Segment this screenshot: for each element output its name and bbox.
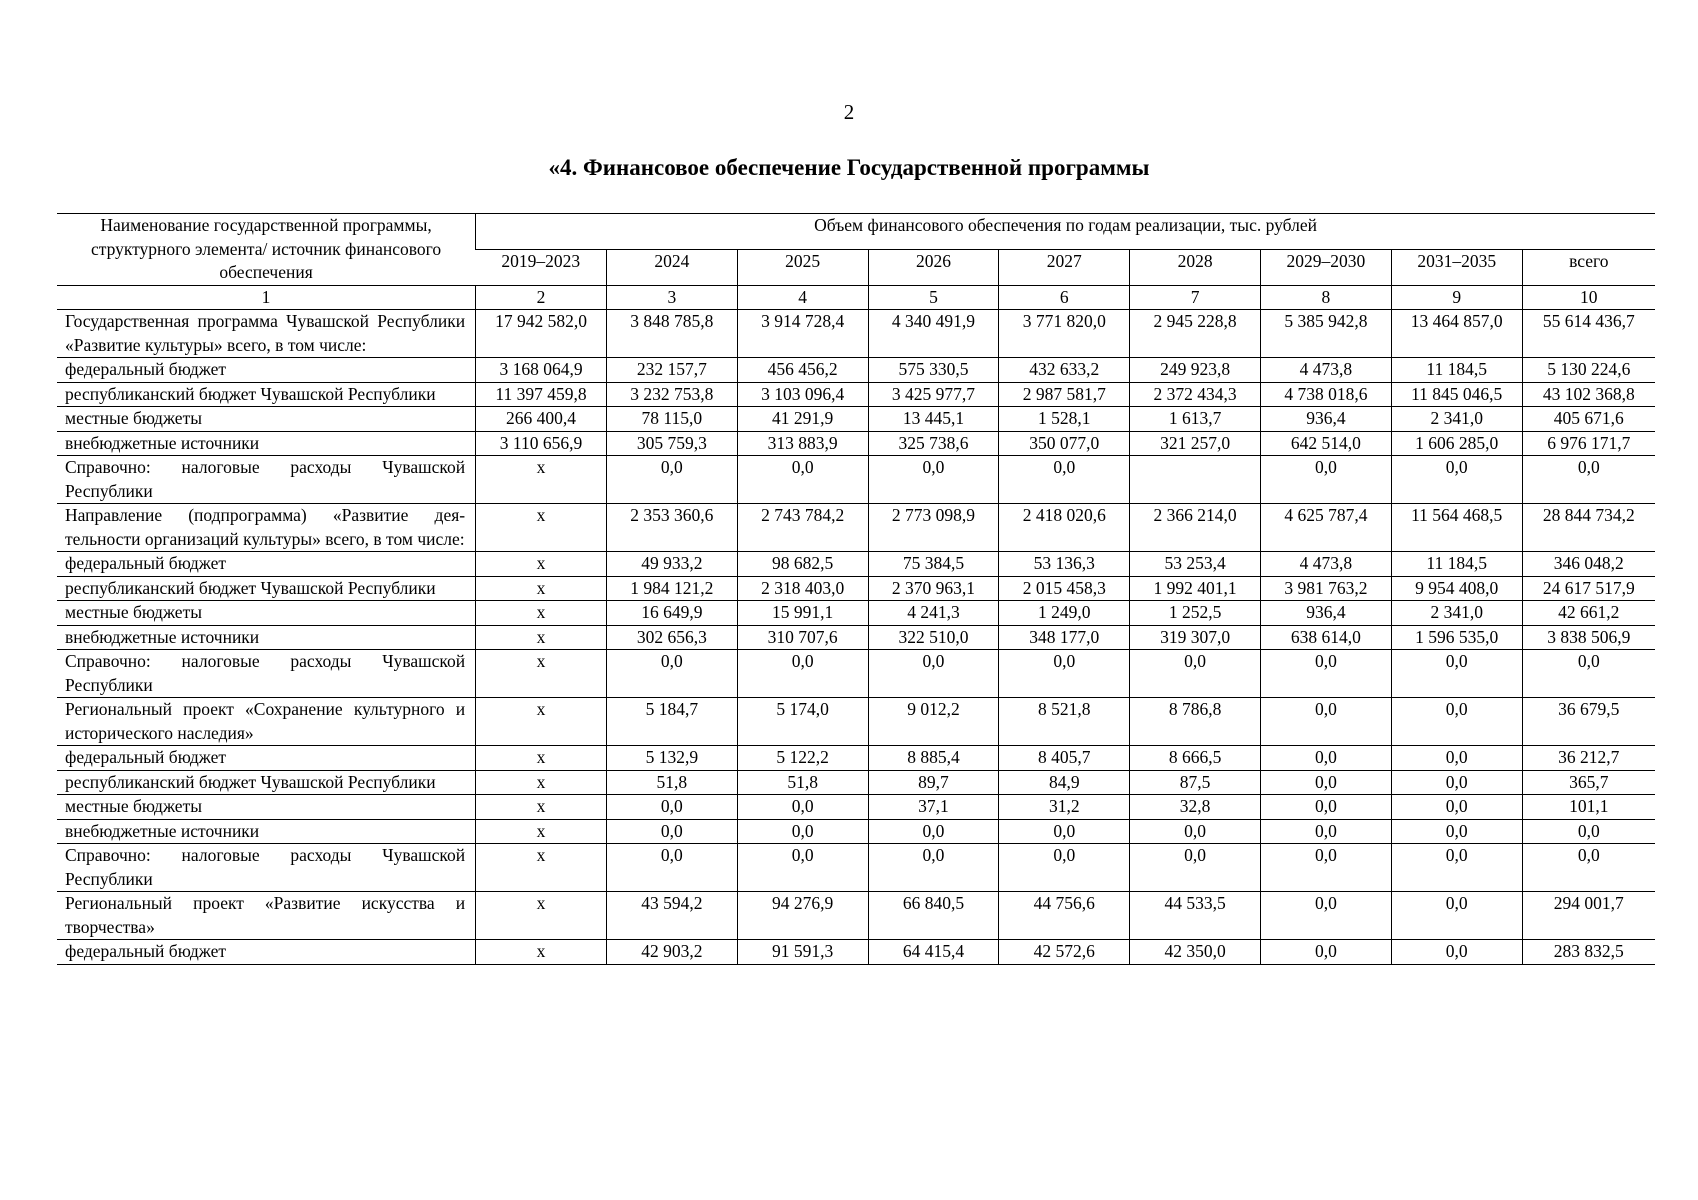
row-value: x xyxy=(476,746,607,771)
row-value: 0,0 xyxy=(1260,456,1391,504)
row-value: 42 903,2 xyxy=(606,940,737,965)
table-row xyxy=(57,431,1655,456)
row-value: x xyxy=(476,770,607,795)
row-value: 13 445,1 xyxy=(868,407,999,432)
row-value: 1 249,0 xyxy=(999,601,1130,626)
row-value: 49 933,2 xyxy=(606,552,737,577)
row-value: 3 103 096,4 xyxy=(737,382,868,407)
row-value: x xyxy=(476,892,607,940)
row-value: 2 370 963,1 xyxy=(868,576,999,601)
row-value: 0,0 xyxy=(1522,650,1655,698)
row-value: x xyxy=(476,940,607,965)
row-value: 17 942 582,0 xyxy=(476,310,607,358)
row-value: 350 077,0 xyxy=(999,431,1130,456)
row-value: 346 048,2 xyxy=(1522,552,1655,577)
row-value: 936,4 xyxy=(1260,407,1391,432)
row-value: 0,0 xyxy=(606,819,737,844)
row-value: 42 572,6 xyxy=(999,940,1130,965)
row-value: 0,0 xyxy=(1130,819,1261,844)
row-value: 319 307,0 xyxy=(1130,625,1261,650)
row-value: 365,7 xyxy=(1522,770,1655,795)
column-number: 8 xyxy=(1260,285,1391,310)
header-name-column: Наименование государственной программы, структурного элемента/ источник финансового обеспечения xyxy=(57,214,476,286)
row-name: федеральный бюджет xyxy=(57,940,476,965)
row-value: 5 132,9 xyxy=(606,746,737,771)
row-value: 0,0 xyxy=(1391,698,1522,746)
row-value: 41 291,9 xyxy=(737,407,868,432)
column-number: 10 xyxy=(1522,285,1655,310)
table-row xyxy=(57,625,1655,650)
row-value: 1 252,5 xyxy=(1130,601,1261,626)
row-value: 3 771 820,0 xyxy=(999,310,1130,358)
row-value: 15 991,1 xyxy=(737,601,868,626)
row-value: 0,0 xyxy=(1260,819,1391,844)
row-name: республиканский бюджет Чувашской Республики xyxy=(57,576,476,601)
column-number: 9 xyxy=(1391,285,1522,310)
row-value: 249 923,8 xyxy=(1130,358,1261,383)
row-name: федеральный бюджет xyxy=(57,358,476,383)
row-value: 294 001,7 xyxy=(1522,892,1655,940)
table-row xyxy=(57,650,1655,698)
row-value: x xyxy=(476,625,607,650)
table-row xyxy=(57,795,1655,820)
table-row xyxy=(57,892,1655,940)
row-value: 24 617 517,9 xyxy=(1522,576,1655,601)
row-value: x xyxy=(476,650,607,698)
row-value: 321 257,0 xyxy=(1130,431,1261,456)
row-value: 283 832,5 xyxy=(1522,940,1655,965)
page-number: 2 xyxy=(843,100,855,124)
row-value: 310 707,6 xyxy=(737,625,868,650)
row-value: 0,0 xyxy=(1391,746,1522,771)
row-value: 51,8 xyxy=(737,770,868,795)
row-value: 0,0 xyxy=(1391,456,1522,504)
row-value: 0,0 xyxy=(1391,770,1522,795)
row-value: 4 473,8 xyxy=(1260,358,1391,383)
row-value: 31,2 xyxy=(999,795,1130,820)
row-value: 638 614,0 xyxy=(1260,625,1391,650)
row-value: 0,0 xyxy=(737,819,868,844)
row-value: x xyxy=(476,504,607,552)
row-name: федеральный бюджет xyxy=(57,746,476,771)
table-body xyxy=(57,310,1655,965)
column-number: 3 xyxy=(606,285,737,310)
row-name: республиканский бюджет Чувашской Республики xyxy=(57,382,476,407)
row-value: 325 738,6 xyxy=(868,431,999,456)
row-value: 0,0 xyxy=(999,456,1130,504)
row-value: 0,0 xyxy=(1522,844,1655,892)
row-value: 5 122,2 xyxy=(737,746,868,771)
row-value: 305 759,3 xyxy=(606,431,737,456)
row-value: 0,0 xyxy=(737,795,868,820)
row-value: 44 756,6 xyxy=(999,892,1130,940)
row-value: x xyxy=(476,456,607,504)
row-value: 11 564 468,5 xyxy=(1391,504,1522,552)
row-value: 3 838 506,9 xyxy=(1522,625,1655,650)
row-value: 53 136,3 xyxy=(999,552,1130,577)
row-value: 348 177,0 xyxy=(999,625,1130,650)
row-value: 4 473,8 xyxy=(1260,552,1391,577)
row-name: Государственная программа Чувашской Республики «Развитие культуры» всего, в том числе: xyxy=(57,310,476,358)
row-name: Справочно: налоговые расходы Чувашской Республики xyxy=(57,650,476,698)
row-name: Справочно: налоговые расходы Чувашской Республики xyxy=(57,456,476,504)
row-value: x xyxy=(476,795,607,820)
row-value: 936,4 xyxy=(1260,601,1391,626)
row-value: 642 514,0 xyxy=(1260,431,1391,456)
row-value: 3 425 977,7 xyxy=(868,382,999,407)
table-row xyxy=(57,504,1655,552)
row-value: 2 341,0 xyxy=(1391,407,1522,432)
column-number: 4 xyxy=(737,285,868,310)
row-value: 28 844 734,2 xyxy=(1522,504,1655,552)
row-name: Региональный проект «Сохранение культурного и исторического наследия» xyxy=(57,698,476,746)
row-value: 43 594,2 xyxy=(606,892,737,940)
row-value: 1 984 121,2 xyxy=(606,576,737,601)
row-value: 8 885,4 xyxy=(868,746,999,771)
row-value: 0,0 xyxy=(606,844,737,892)
row-value: x xyxy=(476,552,607,577)
row-value: 2 945 228,8 xyxy=(1130,310,1261,358)
row-value: 0,0 xyxy=(868,844,999,892)
table-row xyxy=(57,844,1655,892)
row-value: 0,0 xyxy=(1391,892,1522,940)
row-value: 0,0 xyxy=(1260,650,1391,698)
row-value: 101,1 xyxy=(1522,795,1655,820)
row-name: Региональный проект «Развитие искусства и творчества» xyxy=(57,892,476,940)
row-value: 11 845 046,5 xyxy=(1391,382,1522,407)
row-value: 0,0 xyxy=(1260,698,1391,746)
column-number: 5 xyxy=(868,285,999,310)
row-value: 0,0 xyxy=(868,819,999,844)
table-row xyxy=(57,940,1655,965)
row-value: 4 241,3 xyxy=(868,601,999,626)
row-value: 0,0 xyxy=(868,650,999,698)
row-value: 3 914 728,4 xyxy=(737,310,868,358)
row-value: 0,0 xyxy=(1391,650,1522,698)
table-row xyxy=(57,819,1655,844)
row-value: 2 987 581,7 xyxy=(999,382,1130,407)
row-value: 0,0 xyxy=(737,456,868,504)
table-row xyxy=(57,601,1655,626)
page-title: «4. Финансовое обеспечение Государственной программы xyxy=(548,155,1150,180)
row-value: 2 773 098,9 xyxy=(868,504,999,552)
row-value: 0,0 xyxy=(1260,940,1391,965)
row-value: 5 174,0 xyxy=(737,698,868,746)
row-name: внебюджетные источники xyxy=(57,625,476,650)
row-value: 5 130 224,6 xyxy=(1522,358,1655,383)
column-number: 7 xyxy=(1130,285,1261,310)
row-value: 2 743 784,2 xyxy=(737,504,868,552)
row-name: местные бюджеты xyxy=(57,601,476,626)
row-name: Направление (подпрограмма) «Развитие деятельности организаций культуры» всего, в том числе: xyxy=(57,504,476,552)
header-row xyxy=(57,214,1655,250)
row-name: республиканский бюджет Чувашской Республики xyxy=(57,770,476,795)
row-value: 3 110 656,9 xyxy=(476,431,607,456)
row-value: 2 353 360,6 xyxy=(606,504,737,552)
table-row xyxy=(57,456,1655,504)
row-value: x xyxy=(476,819,607,844)
row-name: местные бюджеты xyxy=(57,407,476,432)
row-value: 42 661,2 xyxy=(1522,601,1655,626)
row-value: 0,0 xyxy=(1260,795,1391,820)
row-value: 11 397 459,8 xyxy=(476,382,607,407)
table-row xyxy=(57,698,1655,746)
row-value: 0,0 xyxy=(1522,456,1655,504)
header-period: 2025 xyxy=(737,249,868,285)
row-value: 0,0 xyxy=(1260,844,1391,892)
header-period: 2026 xyxy=(868,249,999,285)
row-value: 8 521,8 xyxy=(999,698,1130,746)
row-value: 0,0 xyxy=(606,456,737,504)
row-value: 4 340 491,9 xyxy=(868,310,999,358)
row-value: 1 613,7 xyxy=(1130,407,1261,432)
row-value: x xyxy=(476,576,607,601)
row-value: 0,0 xyxy=(606,795,737,820)
row-value: 302 656,3 xyxy=(606,625,737,650)
row-value: x xyxy=(476,698,607,746)
row-value: 0,0 xyxy=(999,650,1130,698)
row-value: 36 212,7 xyxy=(1522,746,1655,771)
row-value: 8 405,7 xyxy=(999,746,1130,771)
row-value: 5 385 942,8 xyxy=(1260,310,1391,358)
column-number: 2 xyxy=(476,285,607,310)
row-value: 1 606 285,0 xyxy=(1391,431,1522,456)
row-value: 0,0 xyxy=(1391,795,1522,820)
row-value: 0,0 xyxy=(737,650,868,698)
row-value: 0,0 xyxy=(868,456,999,504)
row-value: 432 633,2 xyxy=(999,358,1130,383)
row-value: 0,0 xyxy=(1391,844,1522,892)
row-value: 0,0 xyxy=(1522,819,1655,844)
row-value: 51,8 xyxy=(606,770,737,795)
row-value: 313 883,9 xyxy=(737,431,868,456)
row-name: Справочно: налоговые расходы Чувашской Республики xyxy=(57,844,476,892)
row-value: 55 614 436,7 xyxy=(1522,310,1655,358)
row-value: 87,5 xyxy=(1130,770,1261,795)
table-row xyxy=(57,576,1655,601)
row-value: 44 533,5 xyxy=(1130,892,1261,940)
row-value: 6 976 171,7 xyxy=(1522,431,1655,456)
column-numbers-row xyxy=(57,285,1655,310)
row-value: 64 415,4 xyxy=(868,940,999,965)
header-volume-caption: Объем финансового обеспечения по годам реализации, тыс. рублей xyxy=(476,214,1655,250)
row-value: 0,0 xyxy=(1260,770,1391,795)
row-value: 43 102 368,8 xyxy=(1522,382,1655,407)
row-value: 0,0 xyxy=(1130,844,1261,892)
row-value: 75 384,5 xyxy=(868,552,999,577)
row-value: 322 510,0 xyxy=(868,625,999,650)
row-value: x xyxy=(476,601,607,626)
row-value: 89,7 xyxy=(868,770,999,795)
header-period: 2019–2023 xyxy=(476,249,607,285)
table-row xyxy=(57,552,1655,577)
row-value: 456 456,2 xyxy=(737,358,868,383)
row-value: x xyxy=(476,844,607,892)
row-value: 2 341,0 xyxy=(1391,601,1522,626)
row-value: 0,0 xyxy=(999,819,1130,844)
row-value: 0,0 xyxy=(606,650,737,698)
row-value: 405 671,6 xyxy=(1522,407,1655,432)
row-value: 3 848 785,8 xyxy=(606,310,737,358)
row-value: 2 318 403,0 xyxy=(737,576,868,601)
table-row xyxy=(57,770,1655,795)
row-value: 84,9 xyxy=(999,770,1130,795)
row-name: внебюджетные источники xyxy=(57,431,476,456)
row-value: 13 464 857,0 xyxy=(1391,310,1522,358)
column-number: 6 xyxy=(999,285,1130,310)
row-value: 266 400,4 xyxy=(476,407,607,432)
row-value: 32,8 xyxy=(1130,795,1261,820)
table-row xyxy=(57,310,1655,358)
row-value: 66 840,5 xyxy=(868,892,999,940)
row-value: 3 981 763,2 xyxy=(1260,576,1391,601)
row-value: 575 330,5 xyxy=(868,358,999,383)
table-row xyxy=(57,382,1655,407)
row-value: 1 596 535,0 xyxy=(1391,625,1522,650)
header-period: 2027 xyxy=(999,249,1130,285)
header-period: 2024 xyxy=(606,249,737,285)
row-value: 94 276,9 xyxy=(737,892,868,940)
row-value: 2 366 214,0 xyxy=(1130,504,1261,552)
row-value: 2 372 434,3 xyxy=(1130,382,1261,407)
row-value: 8 666,5 xyxy=(1130,746,1261,771)
header-period: всего xyxy=(1522,249,1655,285)
table-row xyxy=(57,746,1655,771)
row-value xyxy=(1130,456,1261,504)
row-name: внебюджетные источники xyxy=(57,819,476,844)
row-value: 0,0 xyxy=(1260,892,1391,940)
row-value: 42 350,0 xyxy=(1130,940,1261,965)
row-value: 3 232 753,8 xyxy=(606,382,737,407)
row-value: 36 679,5 xyxy=(1522,698,1655,746)
row-value: 4 738 018,6 xyxy=(1260,382,1391,407)
row-value: 5 184,7 xyxy=(606,698,737,746)
row-value: 53 253,4 xyxy=(1130,552,1261,577)
row-value: 91 591,3 xyxy=(737,940,868,965)
row-value: 4 625 787,4 xyxy=(1260,504,1391,552)
row-value: 0,0 xyxy=(1391,819,1522,844)
row-value: 16 649,9 xyxy=(606,601,737,626)
financing-table xyxy=(57,213,1655,965)
table-row xyxy=(57,358,1655,383)
row-value: 1 528,1 xyxy=(999,407,1130,432)
row-value: 98 682,5 xyxy=(737,552,868,577)
header-period: 2031–2035 xyxy=(1391,249,1522,285)
row-value: 0,0 xyxy=(737,844,868,892)
row-value: 9 954 408,0 xyxy=(1391,576,1522,601)
header-period: 2029–2030 xyxy=(1260,249,1391,285)
row-value: 8 786,8 xyxy=(1130,698,1261,746)
row-value: 2 418 020,6 xyxy=(999,504,1130,552)
row-value: 11 184,5 xyxy=(1391,358,1522,383)
row-value: 0,0 xyxy=(1130,650,1261,698)
row-value: 232 157,7 xyxy=(606,358,737,383)
row-value: 0,0 xyxy=(1391,940,1522,965)
row-value: 1 992 401,1 xyxy=(1130,576,1261,601)
row-name: федеральный бюджет xyxy=(57,552,476,577)
row-value: 9 012,2 xyxy=(868,698,999,746)
row-value: 78 115,0 xyxy=(606,407,737,432)
row-value: 0,0 xyxy=(1260,746,1391,771)
table-row xyxy=(57,407,1655,432)
header-period: 2028 xyxy=(1130,249,1261,285)
row-value: 11 184,5 xyxy=(1391,552,1522,577)
row-value: 2 015 458,3 xyxy=(999,576,1130,601)
column-number: 1 xyxy=(57,285,476,310)
row-name: местные бюджеты xyxy=(57,795,476,820)
row-value: 0,0 xyxy=(999,844,1130,892)
row-value: 3 168 064,9 xyxy=(476,358,607,383)
row-value: 37,1 xyxy=(868,795,999,820)
